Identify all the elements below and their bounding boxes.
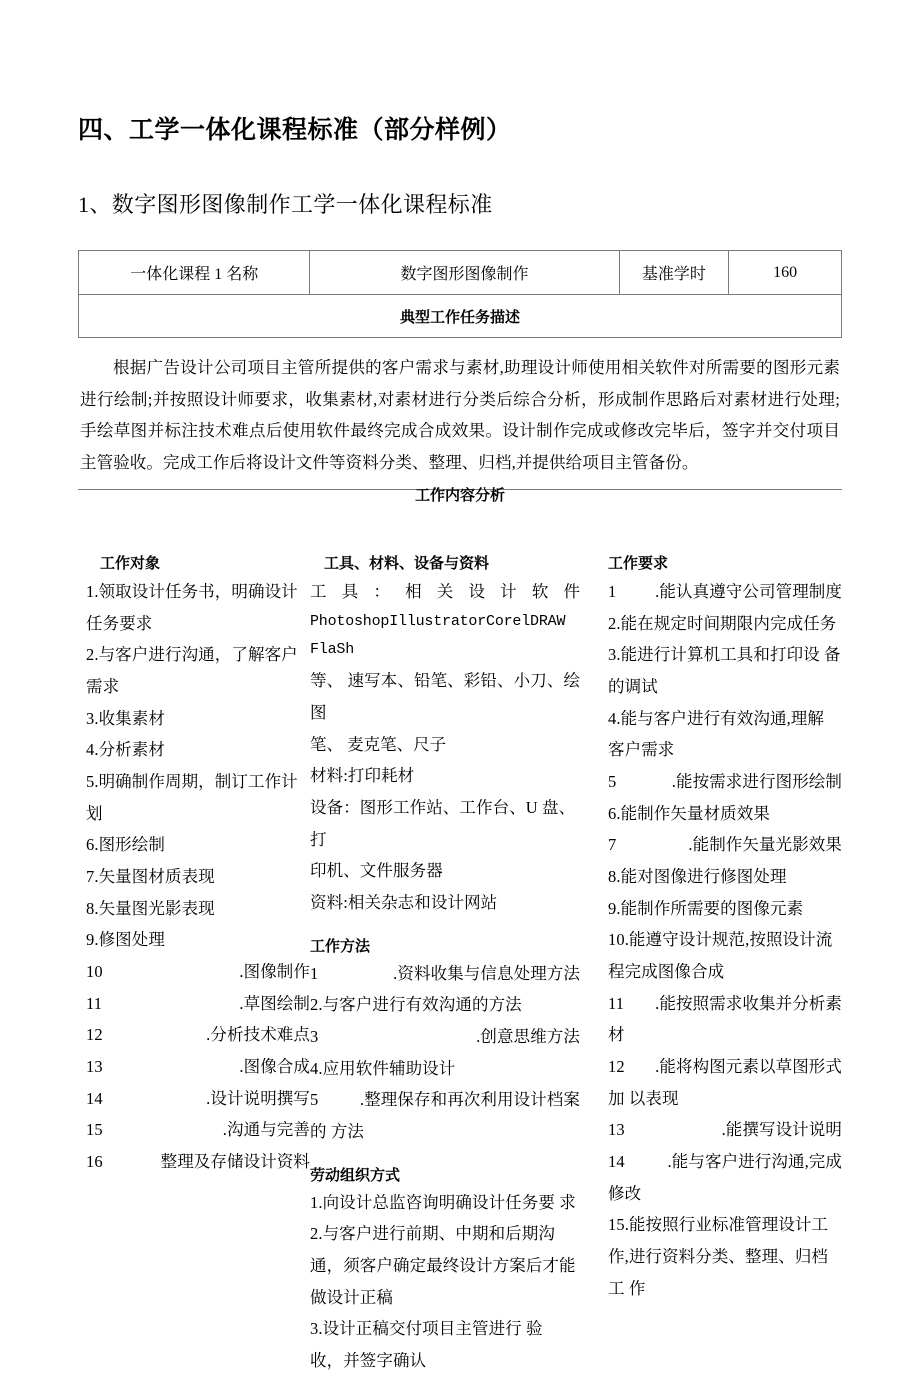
list-item [608,1146,842,1178]
list-item: 1.向设计总监咨询明确设计任务要 求 [310,1192,576,1212]
list-item-label: .能将构图元素以草图形式 [655,1057,842,1077]
list-item [310,1084,580,1116]
list-item-number: 5 [608,772,617,792]
list-item: 2.与客户进行有效沟通的方法 [310,995,522,1015]
list-item: 4.分析素材 [86,740,165,760]
list-item: 8.能对图像进行修图处理 [608,867,787,887]
list-item [86,1051,310,1083]
tools-rest-line-2: 笔、 麦克笔、尺子 [310,734,447,754]
list-item: 15.能按照行业标准管理设计工 作,进行资料分类、整理、归档工 作 [608,1215,829,1298]
list-item: 7.矢量图材质表现 [86,867,215,887]
work-content-analysis-title: 工作内容分析 [414,486,505,504]
list-item-label: .图像合成 [239,1057,310,1077]
list-item: 1.领取设计任务书，明确设计任务要求 [86,582,298,633]
list-item: 4.能与客户进行有效沟通,理解 客户需求 [608,708,824,760]
list-item: 2.与客户进行前期、中期和后期沟 通，须客户确定最终设计方案后才能 做设计正稿 [310,1224,576,1307]
list-item-number: 16 [86,1152,103,1172]
list-item-label: .能撰写设计说明 [721,1120,842,1140]
course-name-value: 数字图形图像制作 [310,251,619,294]
list-item-label: .能按需求进行图形绘制 [671,772,842,792]
list-item-label: .能按照需求收集并分析素 [655,993,842,1013]
list-item: 材 [608,1025,625,1045]
list-item-clipped [86,1146,310,1178]
list-item-label: .图像制作 [239,962,310,982]
column-work-requirements [608,552,842,1298]
list-item: 修改 [608,1183,642,1203]
list-item-number: 15 [86,1120,103,1140]
column-tools-materials [310,552,580,1371]
list-item-number: 14 [86,1088,103,1108]
list-item-number: 10 [86,962,103,982]
list-item: 的 方法 [310,1122,365,1141]
list-item-number: 11 [86,993,103,1013]
tools-label-line [310,576,580,608]
base-hours-label: 基准学时 [620,251,730,294]
list-item-number: 11 [608,993,625,1013]
column-heading-work-objects: 工作对象 [100,554,161,572]
list-item-label: .能认真遵守公司管理制度 [655,582,842,601]
reference-data-line: 资料:相关杂志和设计网站 [310,892,498,912]
list-item [608,1051,842,1083]
list-item [86,1083,310,1115]
list-item: 加 以表现 [608,1088,679,1108]
list-item [86,1114,310,1146]
list-item [310,958,580,990]
materials-line: 材料:打印耗材 [310,766,415,786]
list-item: 2.能在规定时间期限内完成任务 [608,613,837,633]
list-item [86,1019,310,1051]
course-name-label: 一体化课程 1 名称 [79,251,310,294]
list-item [608,829,842,861]
task-description-header: 典型工作任务描述 [78,294,842,338]
list-item [608,988,842,1020]
column-work-objects [86,552,310,1172]
list-item: 5.明确制作周期，制订工作计划 [86,772,298,823]
list-item-number: 7 [608,835,617,855]
list-item: 3.设计正稿交付项目主管进行 验 收，并签字确认 [310,1319,543,1371]
list-item: 9.修图处理 [86,930,165,950]
list-item [310,1021,580,1053]
tools-rest-line-1: 等、 速写本、铅笔、彩铅、小刀、绘图 [310,671,580,722]
list-item: 4.应用软件辅助设计 [310,1058,456,1078]
list-item-label: .创意思维方法 [476,1026,580,1046]
list-item: 2.与客户进行沟通，了解客户需求 [86,645,298,697]
list-item-number: 13 [608,1120,625,1140]
list-item-number: 1 [608,582,617,601]
list-item: 3.能进行计算机工具和打印设 备的调试 [608,645,841,697]
list-item-number: 5 [310,1090,319,1110]
list-item-number: 3 [310,1026,319,1046]
list-item-number: 12 [608,1057,625,1077]
list-item: 8.矢量图光影表现 [86,898,215,918]
tools-label: 工 具 ： [310,582,396,601]
equipment-line-1: 设备：图形工作站、工作台、U 盘、打 [310,797,576,849]
list-item [86,988,310,1020]
equipment-line-2: 印机、文件服务器 [310,861,443,881]
tools-value: 相 关 设 计 软 件 [405,582,580,601]
list-item [86,956,310,988]
list-item: 3.收集素材 [86,708,165,728]
subheading-labor-organization: 劳动组织方式 [310,1165,401,1184]
list-item: 9.能制作所需要的图像元素 [608,898,804,918]
column-heading-work-requirements: 工作要求 [608,554,669,572]
table-row [78,250,842,294]
analysis-columns [78,552,842,1371]
subsection-title: 1、数字图形图像制作工学一体化课程标准 [78,192,493,217]
tools-software-list: PhotoshopIllustratorCorelDRAW FlaSh [310,612,566,659]
subheading-work-methods: 工作方法 [310,936,371,955]
list-item-label: .能与客户进行沟通,完成 [667,1152,842,1172]
list-item-number: 12 [86,1025,103,1045]
list-item: 6.图形绘制 [86,835,165,855]
list-item [608,576,842,608]
list-item: 6.能制作矢量材质效果 [608,803,770,823]
list-item-number: 13 [86,1057,103,1077]
list-item-label: .草图绘制 [239,993,310,1013]
list-item-label: .能制作矢量光影效果 [688,835,842,855]
list-item: 10.能遵守设计规范,按照设计流 程完成图像合成 [608,930,833,982]
list-item-label: .设计说明撰写 [206,1088,310,1108]
course-standard-table [78,250,842,490]
task-description-body: 根据广告设计公司项目主管所提供的客户需求与素材,助理设计师使用相关软件对所需要的图形元素进行绘制;并按照设计师要求，收集素材,对素材进行分类后综合分析，形成制作思路后对素材进行处理;手绘草图并标注技术难点后使用软件最终完成合成效果。设计制作完成或修改完毕后，签字并交付项目主管验收。完成工作后将设计文件等资料分类、整理、归档,并提供给项目主管备份。 [78,338,842,490]
list-item-label: .分析技术难点 [206,1025,310,1045]
list-item [608,766,842,798]
list-item-label: .整理保存和再次利用设计档案 [359,1090,580,1110]
base-hours-value: 160 [773,263,798,281]
list-item-number: 14 [608,1152,625,1172]
page-title: 四、工学一体化课程标准（部分样例） [78,115,512,144]
list-item-label: 整理及存储设计资料 [160,1152,310,1172]
list-item-number: 1 [310,963,319,983]
column-heading-tools-materials: 工具、材料、设备与资料 [324,554,490,572]
list-item-label: .资料收集与信息处理方法 [393,963,580,983]
list-item-label: .沟通与完善 [222,1120,310,1140]
list-item [608,1114,842,1146]
